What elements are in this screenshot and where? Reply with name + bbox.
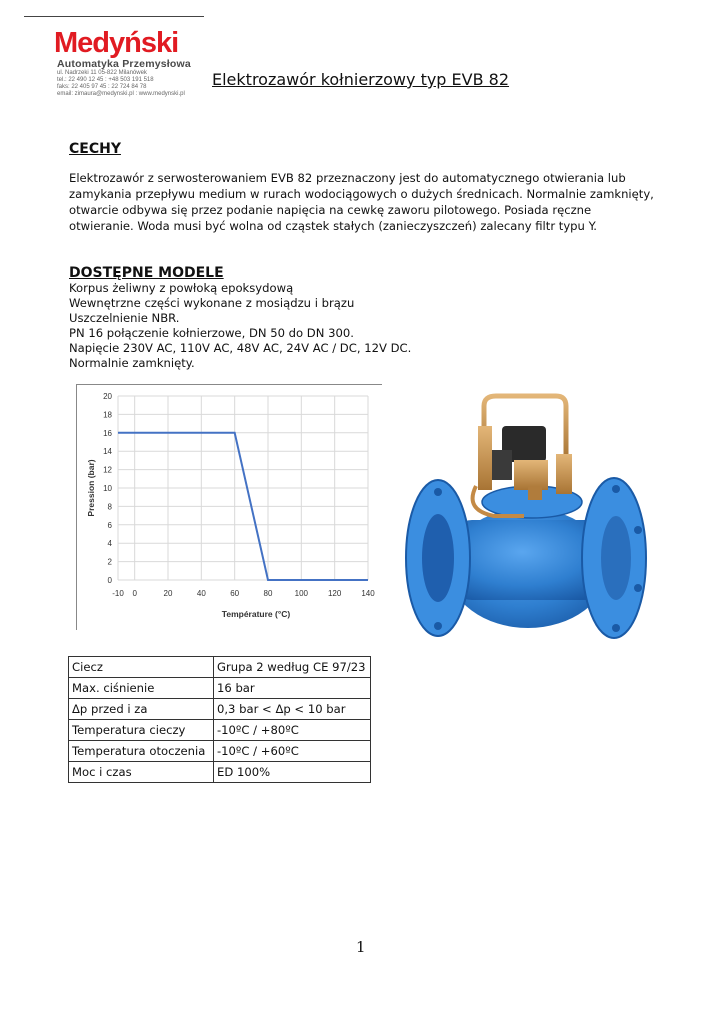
y-tick-label: 6 [107,520,112,530]
features-paragraph: Elektrozawór z serwosterowaniem EVB 82 przeznaczony jest do automatycznego otwierania lub zamykania przepływu medium w rurach wodociągowych o dużych średnicach. Normalnie zamknięty, otwarcie odbywa się przez podanie napięcia na cewkę zaworu pilotowego. Posiada ręczne otwieranie. Woda musi być wolna od cząstek stałych (zanieczyszczeń) zalecany filtr typu Y. [69,171,654,233]
spec-label: Max. ciśnienie [69,678,214,699]
x-tick-label: 100 [294,589,309,598]
right-fitting [556,454,572,494]
flange-bolt [612,624,620,632]
spec-label: Temperatura otoczenia [69,741,214,762]
pilot-valve-base [528,486,542,500]
spec-value: 16 bar [214,678,371,699]
y-tick-label: 20 [103,392,112,401]
x-axis-title: Température (°C) [221,609,291,619]
models-line: Uszczelnienie NBR. [69,311,180,325]
address-line: tel.: 22 490 12 45 : +48 503 191 518 [57,77,154,83]
document-title: Elektrozawór kołnierzowy typ EVB 82 [212,70,510,89]
y-tick-label: 8 [107,502,112,512]
left-flange-opening [422,514,454,602]
y-tick-label: 0 [107,576,112,585]
spec-value: ED 100% [214,762,371,783]
pressure-temperature-chart [76,384,382,630]
pilot-valve-body [514,460,548,490]
x-tick-label: 0 [132,589,137,598]
spec-label: Δp przed i za [69,699,214,720]
table-row [69,678,371,699]
left-fitting [478,426,492,490]
flange-bolt [634,584,642,592]
y-tick-label: 18 [103,410,112,420]
spec-value: -10ºC / +60ºC [214,741,371,762]
y-tick-label: 10 [103,484,112,493]
y-tick-label: 12 [103,465,112,475]
table-row [69,762,371,783]
table-row [69,699,371,720]
solenoid-connector [492,450,512,480]
valve-product-image [404,390,654,652]
y-tick-label: 16 [103,428,112,438]
right-flange-opening [601,516,631,600]
y-tick-label: 4 [107,539,112,549]
models-line: Normalnie zamknięty. [69,356,195,370]
flange-bolt [612,485,620,493]
specs-table [68,656,371,783]
table-row [69,720,371,741]
table-row [69,657,371,678]
models-line: Korpus żeliwny z powłoką epoksydową [69,281,294,295]
spec-value: -10ºC / +80ºC [214,720,371,741]
header-rule [24,16,204,17]
x-tick-label: 40 [196,589,206,598]
valve-illustration [404,390,654,652]
x-tick-label: 60 [230,589,240,598]
spec-label: Moc i czas [69,762,214,783]
y-axis-title: Pression (bar) [86,459,96,517]
spec-value: Grupa 2 według CE 97/23 [214,657,371,678]
page-number: 1 [356,938,366,956]
company-tagline: Automatyka Przemysłowa [57,58,191,70]
spec-label: Ciecz [69,657,214,678]
x-tick-label: 20 [163,589,173,598]
chart-svg [76,384,382,630]
x-tick-label: 80 [263,589,273,598]
models-heading: DOSTĘPNE MODELE [69,265,224,281]
address-line: email: zimaura@medynski.pl : www.medynski.pl [57,91,185,97]
address-line: ul. Nadrzeki 11 05-822 Milanówek [57,70,147,76]
y-tick-label: 14 [103,447,112,457]
flange-bolt [434,488,442,496]
models-line: Wewnętrzne części wykonane z mosiądzu i brązu [69,296,355,310]
x-tick-label: 140 [361,589,375,598]
address-line: faks: 22 405 97 45 : 22 724 84 78 [57,84,147,90]
x-tick-label: 120 [327,589,342,598]
models-line: PN 16 połączenie kołnierzowe, DN 50 do DN 300. [69,326,354,340]
flange-bolt [434,622,442,630]
y-tick-label: 2 [107,557,112,567]
features-heading: CECHY [69,141,121,157]
x-tick-label: -10 [112,589,124,598]
spec-label: Temperatura cieczy [69,720,214,741]
flange-bolt [634,526,642,534]
company-logo: Medyński [54,27,179,59]
table-row [69,741,371,762]
models-line: Napięcie 230V AC, 110V AC, 48V AC, 24V AC / DC, 12V DC. [69,341,412,355]
spec-value: 0,3 bar < Δp < 10 bar [214,699,371,720]
